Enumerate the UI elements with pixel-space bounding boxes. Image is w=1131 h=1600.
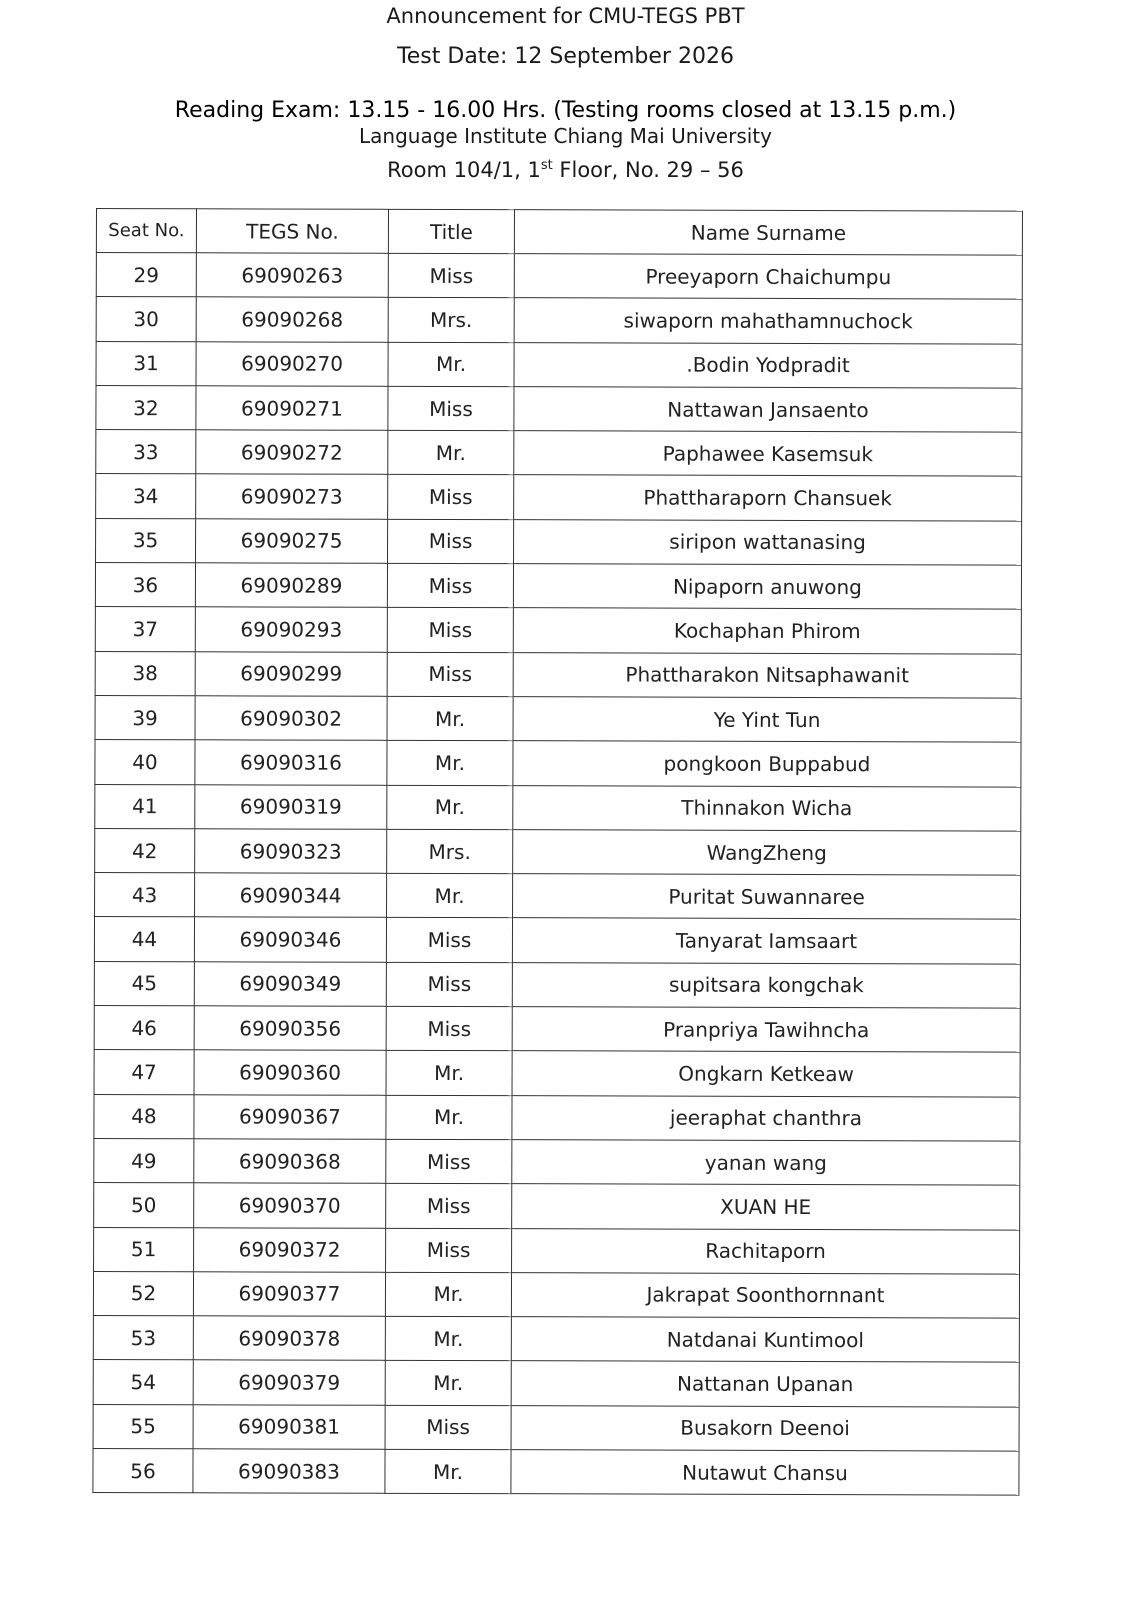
cell-tegs-no: 69090273 [196, 474, 388, 519]
table-row [94, 1006, 1020, 1053]
cell-name: Pranpriya Tawihncha [512, 1007, 1020, 1053]
cell-name: Phattharakon Nitsaphawanit [513, 652, 1021, 698]
cell-title: Mr. [387, 785, 513, 830]
cell-tegs-no: 69090378 [193, 1316, 385, 1361]
cell-seat-no: 45 [94, 961, 194, 1006]
table-row [95, 784, 1021, 831]
cell-tegs-no: 69090370 [194, 1183, 386, 1228]
cell-name: yanan wang [512, 1140, 1020, 1186]
cell-seat-no: 40 [95, 740, 195, 785]
cell-title: Miss [386, 1228, 512, 1273]
table-row [94, 1094, 1020, 1141]
cell-title: Miss [386, 918, 512, 963]
cell-tegs-no: 69090379 [193, 1360, 385, 1405]
cell-tegs-no: 69090346 [194, 917, 386, 962]
table-row [96, 385, 1022, 432]
cell-tegs-no: 69090271 [196, 386, 388, 431]
cell-seat-no: 50 [94, 1183, 194, 1228]
cell-name: siripon wattanasing [514, 519, 1022, 565]
room-suffix: Floor, No. 29 – 56 [552, 158, 744, 182]
cell-tegs-no: 69090368 [194, 1139, 386, 1184]
cell-seat-no: 54 [93, 1360, 193, 1405]
cell-seat-no: 30 [96, 297, 196, 342]
cell-title: Miss [386, 1139, 512, 1184]
cell-seat-no: 35 [96, 518, 196, 563]
cell-title: Miss [387, 652, 513, 697]
table-row [96, 341, 1022, 388]
cell-title: Miss [387, 563, 513, 608]
table-row [96, 474, 1022, 521]
cell-tegs-no: 69090344 [195, 873, 387, 918]
cell-name: Thinnakon Wicha [513, 785, 1021, 831]
table-header-row [96, 209, 1022, 256]
table-row [96, 253, 1022, 300]
cell-seat-no: 52 [93, 1271, 193, 1316]
exam-time: Reading Exam: 13.15 - 16.00 Hrs. (Testing rooms closed at 13.15 p.m.) [174, 98, 957, 123]
cell-seat-no: 46 [94, 1006, 194, 1051]
cell-title: Miss [388, 253, 514, 298]
cell-seat-no: 49 [94, 1138, 194, 1183]
table-row [95, 828, 1021, 875]
cell-tegs-no: 69090293 [195, 607, 387, 652]
cell-name: Puritat Suwannaree [513, 874, 1021, 920]
cell-seat-no: 33 [96, 430, 196, 475]
cell-title: Miss [386, 1184, 512, 1229]
table-row [93, 1316, 1019, 1363]
seating-table-wrapper [92, 208, 1022, 1496]
column-header-name: Name Surname [514, 210, 1022, 255]
cell-tegs-no: 69090356 [194, 1006, 386, 1051]
table-row [93, 1360, 1019, 1407]
cell-title: Miss [387, 608, 513, 653]
cell-tegs-no: 69090381 [193, 1404, 385, 1449]
document-title: Announcement for CMU-TEGS PBT [386, 4, 745, 28]
cell-tegs-no: 69090319 [195, 784, 387, 829]
table-row [94, 1227, 1020, 1274]
cell-seat-no: 55 [93, 1404, 193, 1449]
cell-tegs-no: 69090268 [196, 297, 388, 342]
cell-name: WangZheng [513, 830, 1021, 876]
cell-seat-no: 36 [95, 563, 195, 608]
cell-tegs-no: 69090270 [196, 341, 388, 386]
table-row [94, 1050, 1020, 1097]
table-row [93, 1271, 1019, 1318]
cell-title: Miss [388, 386, 514, 431]
cell-tegs-no: 69090383 [193, 1449, 385, 1494]
room-ordinal: st [540, 158, 553, 173]
cell-title: Miss [386, 1006, 512, 1051]
cell-seat-no: 34 [96, 474, 196, 519]
cell-title: Mr. [388, 431, 514, 476]
cell-tegs-no: 69090302 [195, 696, 387, 741]
cell-tegs-no: 69090299 [195, 651, 387, 696]
cell-seat-no: 51 [94, 1227, 194, 1272]
cell-title: Miss [388, 475, 514, 520]
cell-name: Preeyaporn Chaichumpu [514, 254, 1022, 300]
cell-tegs-no: 69090316 [195, 740, 387, 785]
cell-seat-no: 47 [94, 1050, 194, 1095]
cell-seat-no: 56 [93, 1449, 193, 1494]
cell-title: Mr. [385, 1361, 511, 1406]
table-row [96, 297, 1022, 344]
table-row [95, 740, 1021, 787]
cell-name: Rachitaporn [512, 1228, 1020, 1274]
table-row [94, 1138, 1020, 1185]
cell-tegs-no: 69090275 [196, 519, 388, 564]
cell-tegs-no: 69090272 [196, 430, 388, 475]
table-row [95, 873, 1021, 920]
cell-title: Mrs. [387, 829, 513, 874]
column-header-seat: Seat No. [96, 209, 196, 253]
cell-name: Ongkarn Ketkeaw [512, 1051, 1020, 1097]
cell-name: Nattanan Upanan [511, 1361, 1019, 1407]
cell-seat-no: 32 [96, 385, 196, 430]
table-row [96, 430, 1022, 477]
cell-name: Phattharaporn Chansuek [514, 475, 1022, 521]
column-header-title: Title [388, 209, 514, 253]
cell-title: Mr. [387, 873, 513, 918]
cell-title: Miss [386, 962, 512, 1007]
cell-name: Ye Yint Tun [513, 697, 1021, 743]
table-row [96, 518, 1022, 565]
table-row [93, 1449, 1019, 1496]
cell-title: Mr. [385, 1272, 511, 1317]
cell-title: Mr. [387, 696, 513, 741]
cell-seat-no: 48 [94, 1094, 194, 1139]
cell-tegs-no: 69090360 [194, 1050, 386, 1095]
cell-title: Mr. [385, 1449, 511, 1494]
cell-seat-no: 31 [96, 341, 196, 386]
room-prefix: Room 104/1, 1 [387, 158, 541, 182]
cell-tegs-no: 69090289 [195, 563, 387, 608]
cell-title: Mr. [386, 1095, 512, 1140]
table-body [93, 253, 1022, 1496]
table-row [95, 607, 1021, 654]
table-row [93, 1404, 1019, 1451]
cell-title: Mr. [388, 342, 514, 387]
cell-name: jeeraphat chanthra [512, 1095, 1020, 1141]
cell-title: Mr. [387, 741, 513, 786]
cell-title: Miss [388, 519, 514, 564]
cell-name: XUAN HE [512, 1184, 1020, 1230]
cell-title: Mr. [385, 1316, 511, 1361]
cell-name: supitsara kongchak [512, 962, 1020, 1008]
cell-seat-no: 39 [95, 695, 195, 740]
cell-seat-no: 41 [95, 784, 195, 829]
cell-seat-no: 37 [95, 607, 195, 652]
cell-tegs-no: 69090377 [193, 1272, 385, 1317]
cell-title: Mr. [386, 1051, 512, 1096]
table-row [94, 1183, 1020, 1230]
cell-name: Tanyarat Iamsaart [512, 918, 1020, 964]
cell-seat-no: 44 [94, 917, 194, 962]
seating-table [92, 208, 1023, 1496]
room-info [0, 158, 1131, 182]
table-row [95, 651, 1021, 698]
cell-name: .Bodin Yodpradit [514, 342, 1022, 388]
table-row [95, 563, 1021, 610]
table-row [94, 961, 1020, 1008]
cell-title: Mrs. [388, 298, 514, 343]
cell-seat-no: 38 [95, 651, 195, 696]
test-date: Test Date: 12 September 2026 [397, 44, 734, 69]
cell-tegs-no: 69090372 [194, 1227, 386, 1272]
table-row [95, 695, 1021, 742]
cell-seat-no: 29 [96, 253, 196, 298]
table-row [94, 917, 1020, 964]
cell-name: Busakorn Deenoi [511, 1405, 1019, 1451]
cell-seat-no: 42 [95, 828, 195, 873]
cell-seat-no: 53 [93, 1316, 193, 1361]
cell-name: Natdanai Kuntimool [511, 1317, 1019, 1363]
cell-title: Miss [385, 1405, 511, 1450]
cell-name: Nipaporn anuwong [513, 564, 1021, 610]
cell-tegs-no: 69090349 [194, 962, 386, 1007]
column-header-tegs: TEGS No. [196, 209, 388, 254]
institute-name: Language Institute Chiang Mai University [359, 124, 772, 148]
cell-tegs-no: 69090367 [194, 1094, 386, 1139]
cell-name: siwaporn mahathamnuchock [514, 298, 1022, 344]
cell-name: Nattawan Jansaento [514, 387, 1022, 433]
cell-tegs-no: 69090323 [195, 829, 387, 874]
cell-name: Paphawee Kasemsuk [514, 431, 1022, 477]
cell-name: Jakrapat Soonthornnant [511, 1272, 1019, 1318]
cell-seat-no: 43 [95, 873, 195, 918]
cell-name: pongkoon Buppabud [513, 741, 1021, 787]
cell-tegs-no: 69090263 [196, 253, 388, 298]
cell-name: Kochaphan Phirom [513, 608, 1021, 654]
cell-name: Nutawut Chansu [511, 1450, 1019, 1496]
